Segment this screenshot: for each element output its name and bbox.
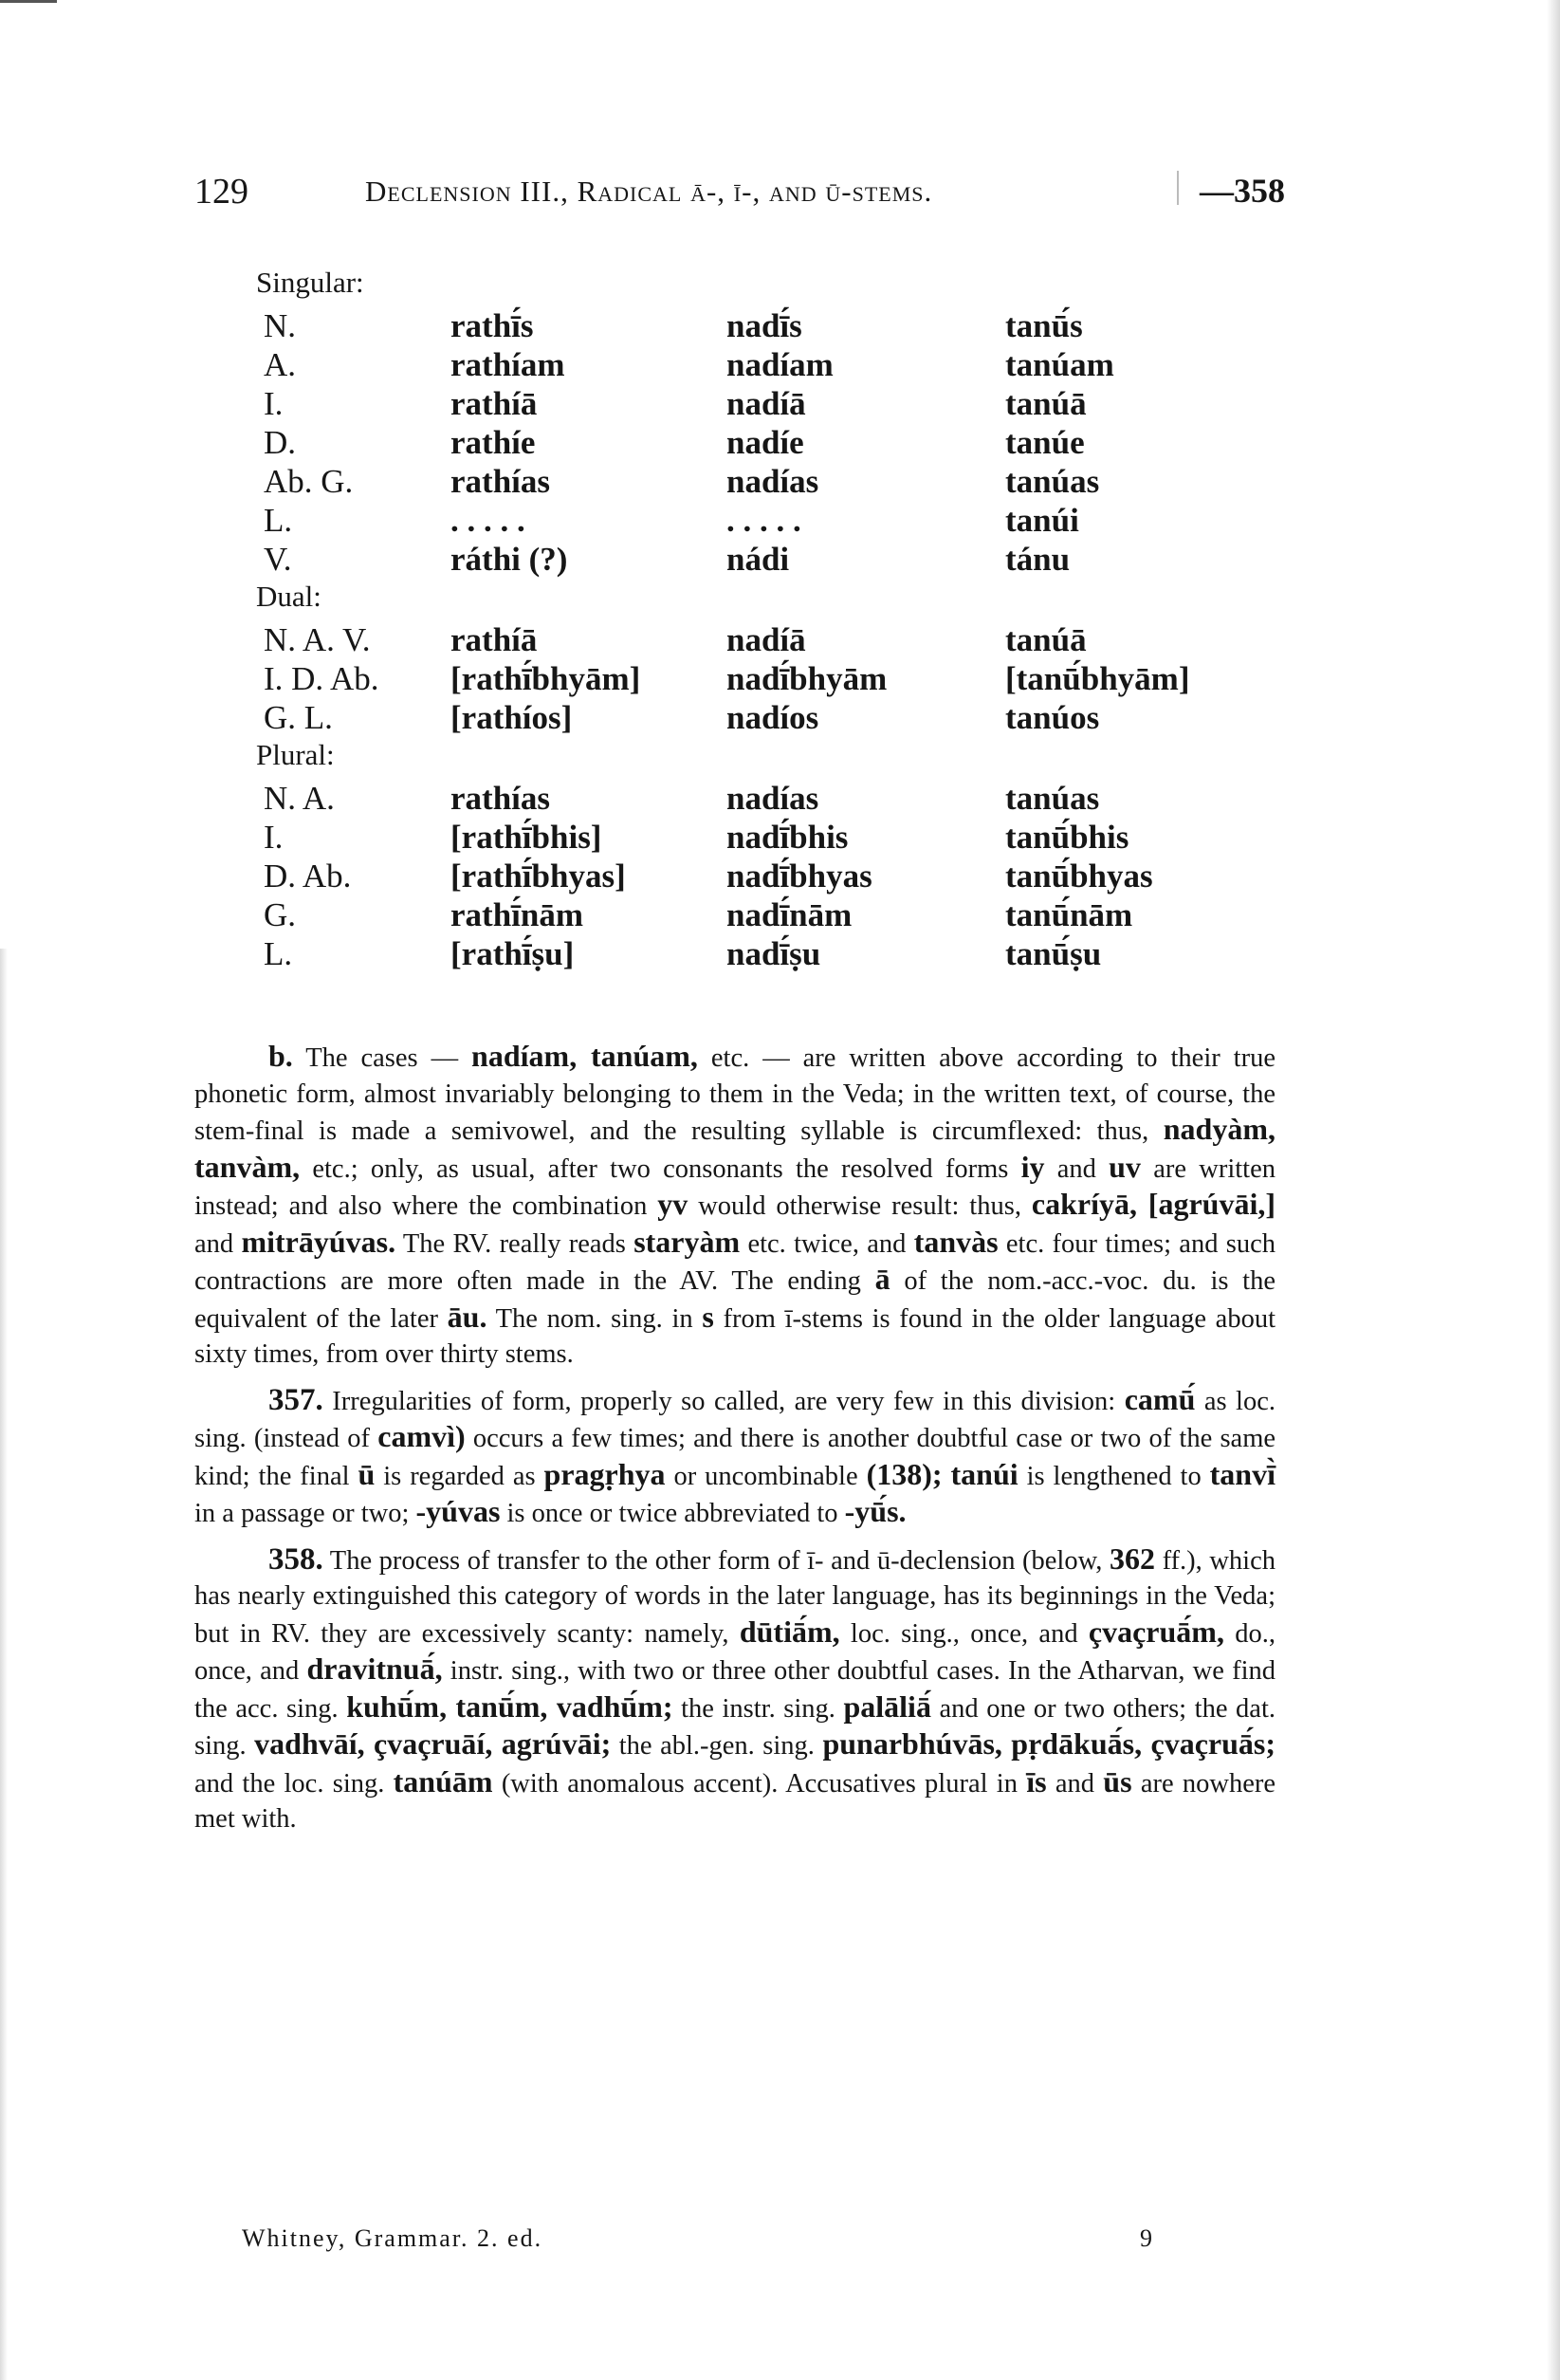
nadi-form: nadī́bhyas bbox=[726, 858, 872, 895]
case-label: Ab. G. bbox=[264, 463, 354, 500]
tanu-form: tanúā bbox=[1005, 385, 1087, 422]
tanu-form: tánu bbox=[1005, 541, 1071, 578]
rathi-form: rathī́s bbox=[450, 307, 534, 344]
table-row bbox=[256, 819, 1204, 858]
nadi-form: nadī́ṣu bbox=[726, 935, 821, 972]
running-header bbox=[194, 171, 1285, 218]
case-label: I. D. Ab. bbox=[264, 660, 379, 697]
nadi-form: nadíā bbox=[726, 621, 806, 658]
case-label: N. A. bbox=[264, 780, 335, 817]
nadi-form: . . . . . bbox=[726, 502, 801, 539]
nadi-form: nadī́s bbox=[726, 307, 802, 344]
nadi-form: nadías bbox=[726, 780, 819, 817]
case-label: D. Ab. bbox=[264, 858, 352, 895]
scan-edge-right bbox=[1547, 0, 1560, 2380]
footer-source: Whitney, Grammar. 2. ed. bbox=[242, 2224, 543, 2252]
case-label: G. L. bbox=[264, 699, 333, 736]
case-label: V. bbox=[264, 541, 292, 578]
rathi-form: [rathī́bhyām] bbox=[450, 660, 641, 697]
table-row bbox=[256, 780, 1204, 819]
rathi-form: rathī́nām bbox=[450, 896, 583, 933]
signature-mark: 9 bbox=[1140, 2224, 1152, 2252]
tanu-form: tanū́ṣu bbox=[1005, 935, 1102, 972]
running-title: Declension III., Radical ā-, ī-, and ū-stems. bbox=[365, 175, 933, 208]
table-row bbox=[256, 660, 1204, 699]
rathi-form: rathíā bbox=[450, 621, 538, 658]
rathi-form: rathíā bbox=[450, 385, 538, 422]
section-label bbox=[256, 738, 1204, 780]
tanu-form: tanúe bbox=[1005, 424, 1085, 461]
table-row bbox=[256, 858, 1204, 896]
section-label bbox=[256, 266, 1204, 307]
case-label: D. bbox=[264, 424, 297, 461]
case-label: A. bbox=[264, 346, 297, 383]
header-divider bbox=[1177, 171, 1179, 205]
rathi-form: rathíam bbox=[450, 346, 565, 383]
rathi-form: rathías bbox=[450, 780, 550, 817]
table-row bbox=[256, 935, 1204, 974]
tanu-form: tanúos bbox=[1005, 699, 1100, 736]
rathi-form: . . . . . bbox=[450, 502, 525, 539]
rathi-form: ráthi (?) bbox=[450, 541, 568, 578]
tanu-form: tanúā bbox=[1005, 621, 1087, 658]
paragraph-358: 358. The process of transfer to the other form of ī- and ū-declension (below, 362 ff.), which has nearly extinguished this category of words in the later language, has its beginnings in the Veda; but in RV. they are excessively scanty: namely, dūtiā́m, loc. sing., once, and çvaçruā́m, do., once, and dravitnuā́, instr. sing., with two or three other doubtful cases. In the Atharvan, we find the acc. sing. kuhū́m, tanū́m, vadhū́m; the instr. sing. palāliā́ and one or two others; the dat. sing. vadhvāí, çvaçruāí, agrúvāi; the abl.-gen. sing. punarbhúvās, pṛdākuā́s, çvaçruā́s; and the loc. sing. tanúām (with anomalous accent). Accusatives plural in īs and ūs are nowhere met with. bbox=[194, 1541, 1276, 1834]
nadi-form: nadías bbox=[726, 463, 819, 500]
footer bbox=[242, 2224, 1152, 2262]
table-row bbox=[256, 621, 1204, 660]
nadi-form: nadíam bbox=[726, 346, 834, 383]
table-row bbox=[256, 896, 1204, 935]
table-row bbox=[256, 346, 1204, 385]
number-label: Plural: bbox=[256, 738, 335, 771]
scan-edge-left bbox=[0, 949, 8, 2380]
tanu-form: tanū́s bbox=[1005, 307, 1083, 344]
tanu-form: tanū́bhyas bbox=[1005, 858, 1153, 895]
rathi-form: rathías bbox=[450, 463, 550, 500]
nadi-form: nadíe bbox=[726, 424, 804, 461]
rathi-form: [rathī́ṣu] bbox=[450, 935, 575, 972]
case-label: L. bbox=[264, 935, 293, 972]
tanu-form: tanū́nām bbox=[1005, 896, 1133, 933]
tanu-form: [tanū́bhyām] bbox=[1005, 660, 1190, 697]
body-text bbox=[194, 1029, 1276, 1837]
nadi-form: nadī́nām bbox=[726, 896, 853, 933]
tanu-form: tanúas bbox=[1005, 780, 1100, 817]
case-label: I. bbox=[264, 819, 284, 856]
tanu-form: tanúam bbox=[1005, 346, 1114, 383]
section-358-number: 358. bbox=[268, 1541, 323, 1577]
table-row bbox=[256, 307, 1204, 346]
section-label bbox=[256, 580, 1204, 621]
rathi-form: rathíe bbox=[450, 424, 536, 461]
table-row bbox=[256, 502, 1204, 541]
number-label: Dual: bbox=[256, 580, 321, 613]
table-row bbox=[256, 541, 1204, 580]
tanu-form: tanúas bbox=[1005, 463, 1100, 500]
tanu-form: tanúi bbox=[1005, 502, 1079, 539]
page-number: 129 bbox=[194, 172, 248, 212]
nadi-form: nadíos bbox=[726, 699, 819, 736]
table-row bbox=[256, 463, 1204, 502]
scan-edge-top bbox=[0, 0, 57, 3]
table-row bbox=[256, 699, 1204, 738]
case-label: G. bbox=[264, 896, 297, 933]
case-label: N. A. V. bbox=[264, 621, 371, 658]
nadi-form: nádi bbox=[726, 541, 790, 578]
paragraph-357: 357. Irregularities of form, properly so called, are very few in this division: camū́ as loc. sing. (instead of camvì) occurs a few times; and there is another doubtful case or two of the same kind; the final ū is regarded as pragṛhya or uncombinable (138); tanúi is lengthened to tanvī̀ in a passage or two; -yúvas is once or twice abbreviated to -yū́s. bbox=[194, 1381, 1276, 1528]
table-row bbox=[256, 385, 1204, 424]
tanu-form: tanū́bhis bbox=[1005, 819, 1129, 856]
section-357-number: 357. bbox=[268, 1382, 323, 1417]
table-row bbox=[256, 424, 1204, 463]
case-label: N. bbox=[264, 307, 297, 344]
number-label: Singular: bbox=[256, 266, 364, 299]
rathi-form: [rathíos] bbox=[450, 699, 573, 736]
nadi-form: nadī́bhis bbox=[726, 819, 849, 856]
nadi-form: nadíā bbox=[726, 385, 806, 422]
rathi-form: [rathī́bhis] bbox=[450, 819, 602, 856]
rathi-form: [rathī́bhyas] bbox=[450, 858, 626, 895]
case-label: I. bbox=[264, 385, 284, 422]
case-label: L. bbox=[264, 502, 293, 539]
section-number: —358 bbox=[1200, 172, 1285, 210]
nadi-form: nadī́bhyām bbox=[726, 660, 888, 697]
paragraph-b: b. The cases — nadíam, tanúam, etc. — are written above according to their true phonetic form, almost invariably belonging to them in the Veda; in the written text, of course, the stem-final is made a semivowel, and the resulting syllable is circumflexed: thus, nadyàm, tanvàm, etc.; only, as usual, after two consonants the resolved forms iy and uv are written instead; and also where the combination yv would otherwise result: thus, cakríyā, [agrúvāi,] and mitrāyúvas. The RV. really reads staryàm etc. twice, and tanvàs etc. four times; and such contractions are more often made in the AV. The ending ā of the nom.-acc.-voc. du. is the equivalent of the later āu. The nom. sing. in s from ī-stems is found in the older language about sixty times, from over thirty stems. bbox=[194, 1039, 1276, 1369]
declension-table bbox=[256, 266, 1204, 974]
